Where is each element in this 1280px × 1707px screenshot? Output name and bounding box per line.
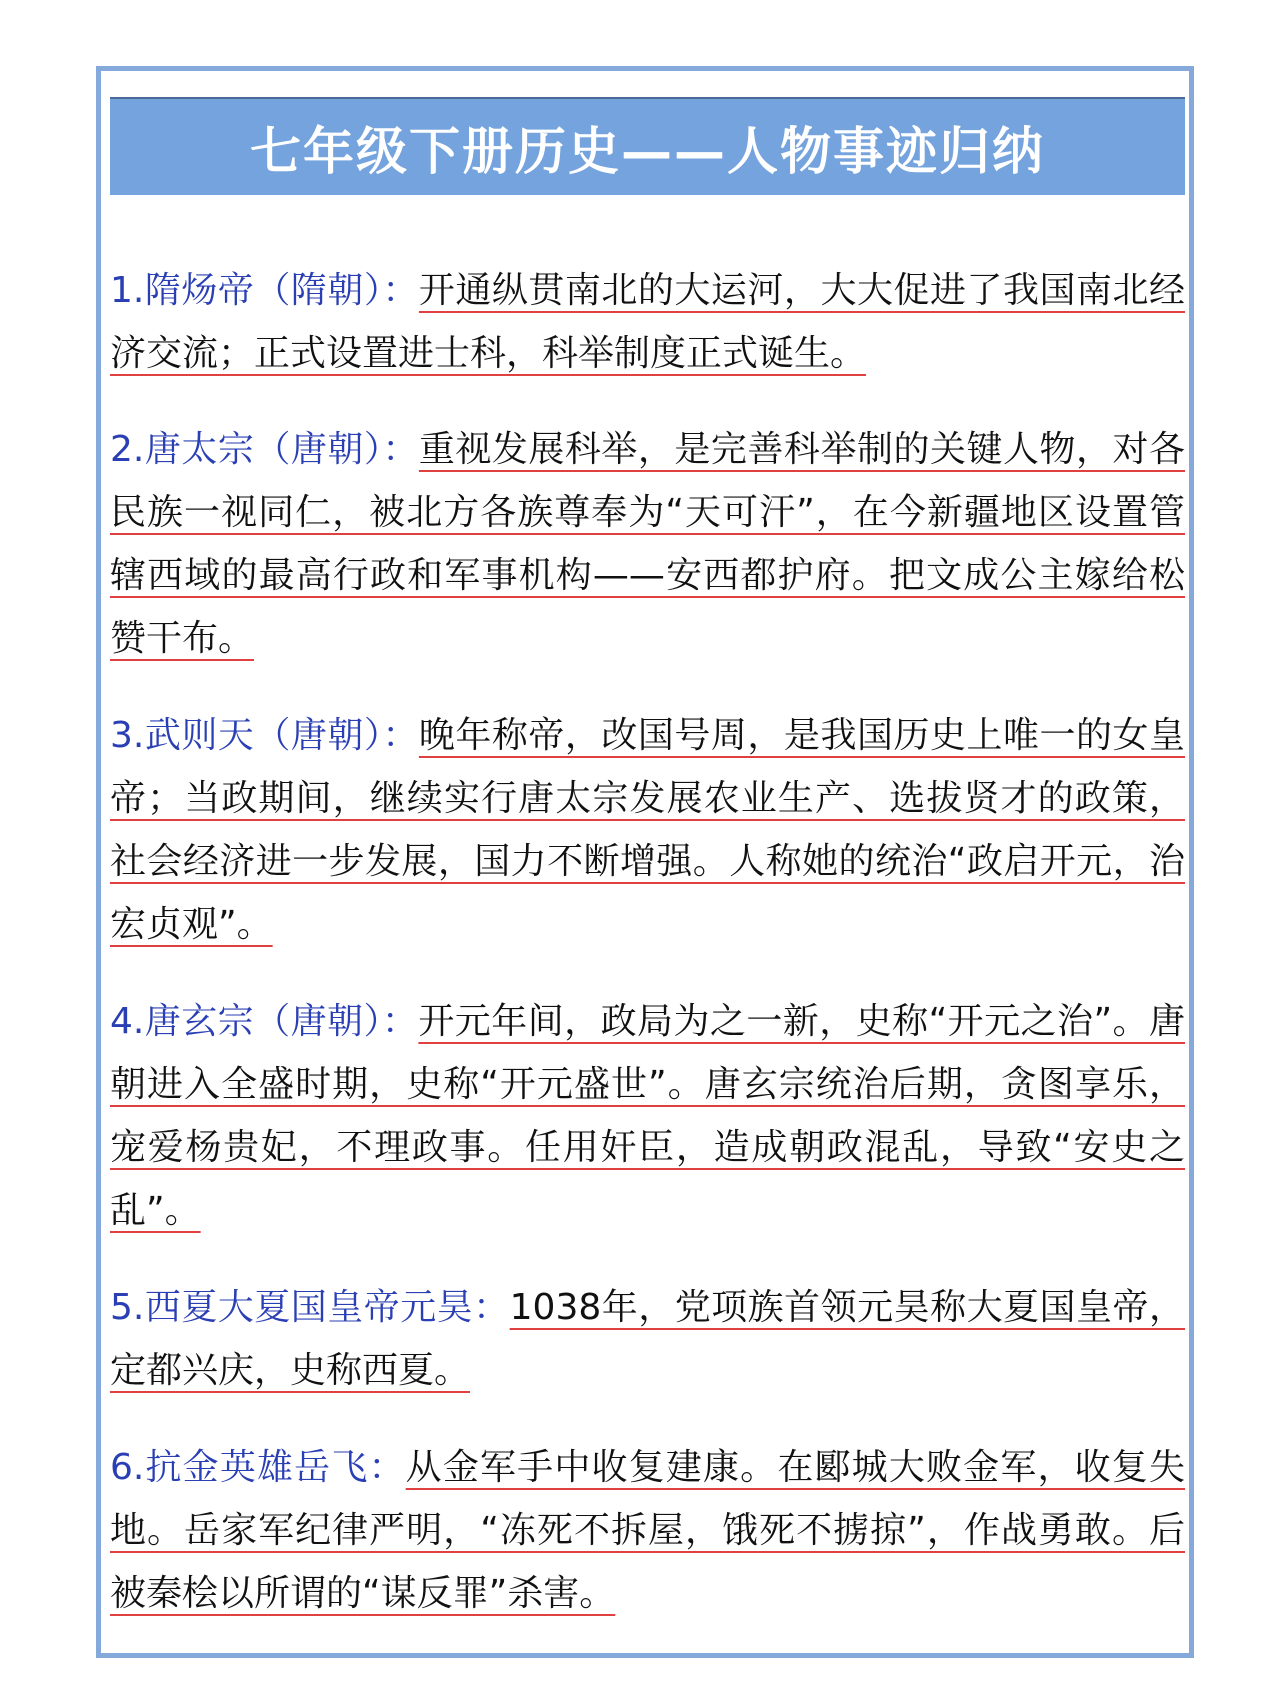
entry-yuanhao [110,1276,1185,1402]
entry-tang-taizong [110,418,1185,670]
entry-text: 从金军手中收复建康。在郾城大败金军，收复失地。岳家军纪律严明，“冻死不拆屋，饿死不掳掠”，作战勇敢。后被秦桧以所谓的“谋反罪”杀害。 [110,1447,1185,1614]
entry-wu-zetian [110,704,1185,956]
entry-text: 重视发展科举，是完善科举制的关键人物，对各民族一视同仁，被北方各族尊奉为“天可汗”，在今新疆地区设置管辖西域的最高行政和军事机构——安西都护府。把文成公主嫁给松赞干布。 [110,429,1185,659]
entry-text: 开通纵贯南北的大运河，大大促进了我国南北经济交流；正式设置进士科，科举制度正式诞生。 [110,270,1185,374]
header-banner [110,97,1185,195]
entry-title: 2.唐太宗（唐朝）： [110,429,419,470]
entry-text: 晚年称帝，改国号周，是我国历史上唯一的女皇帝；当政期间，继续实行唐太宗发展农业生产、选拔贤才的政策，社会经济进一步发展，国力不断增强。人称她的统治“政启开元，治宏贞观”。 [110,715,1185,945]
entry-tang-xuanzong [110,990,1185,1242]
entry-title: 3.武则天（唐朝）： [110,715,419,756]
entry-text: 1038年，党项族首领元昊称大夏国皇帝，定都兴庆，史称西夏。 [110,1287,1185,1391]
entry-title: 1.隋炀帝（隋朝）： [110,270,419,311]
entry-title: 6.抗金英雄岳飞： [110,1447,406,1488]
entry-title: 5.西夏大夏国皇帝元昊： [110,1287,510,1328]
entry-yue-fei [110,1436,1185,1625]
entry-sui-yangdi [110,259,1185,385]
entry-text: 开元年间，政局为之一新，史称“开元之治”。唐朝进入全盛时期，史称“开元盛世”。唐玄宗统治后期，贪图享乐，宠爱杨贵妃，不理政事。任用奸臣，造成朝政混乱，导致“安史之乱”。 [110,1001,1185,1231]
entry-title: 4.唐玄宗（唐朝）： [110,1001,419,1042]
page-title: 七年级下册历史——人物事迹归纳 [249,123,1045,182]
